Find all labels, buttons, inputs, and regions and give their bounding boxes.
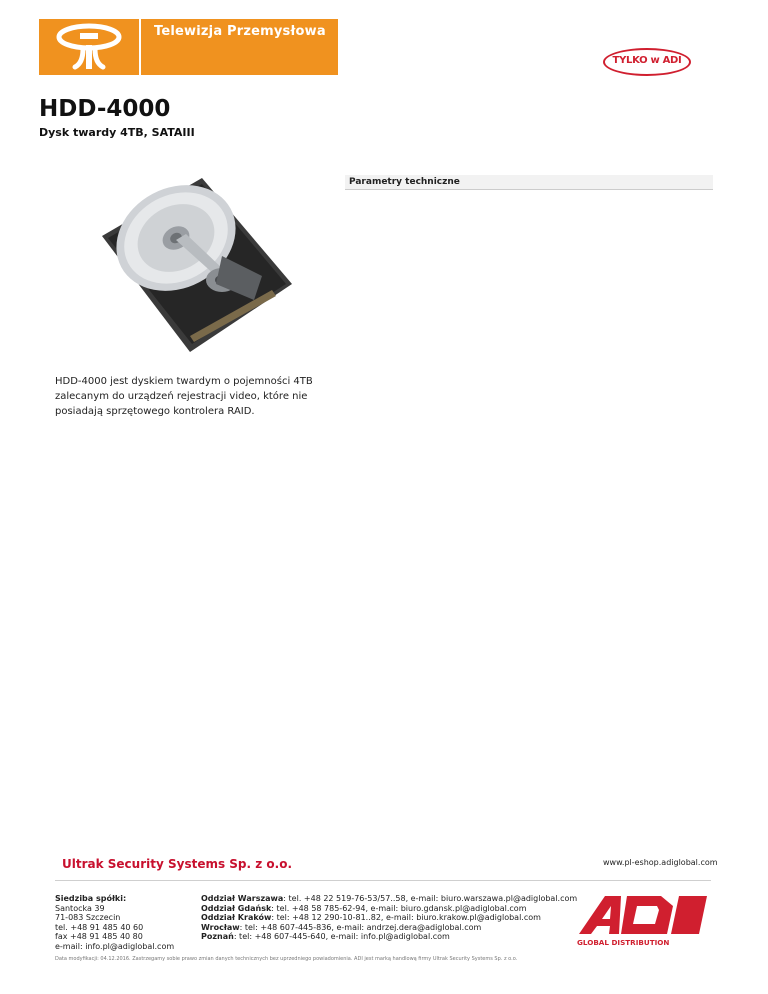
branch-line — [201, 932, 577, 942]
branch-name: Poznań — [201, 932, 234, 941]
branch-info: : tel. +48 58 785-62-94, e-mail: biuro.gdansk.pl@adiglobal.com — [271, 903, 527, 913]
product-subtitle: Dysk twardy 4TB, SATAIII — [39, 126, 195, 139]
headquarters-street: Santocka 39 — [55, 903, 105, 913]
branch-info: : tel: +48 607-445-836, e-mail: andrzej.dera@adiglobal.com — [239, 922, 482, 932]
headquarters-phone: tel. +48 91 485 40 60 — [55, 922, 144, 932]
adi-logo-subtext: GLOBAL DISTRIBUTION — [577, 938, 670, 947]
branch-info: : tel: +48 12 290-10-81..82, e-mail: biuro.krakow.pl@adiglobal.com — [271, 913, 541, 922]
specs-header-label: Parametry techniczne — [349, 177, 460, 187]
headquarters-city: 71-083 Szczecin — [55, 913, 121, 922]
disclaimer-text: Data modyfikacji: 04.12.2016. Zastrzegamy sobie prawo zmian danych technicznych bez uprzedniego powiadomienia. ADI jest marką handlową firmy Ultrak Security Systems Sp. z o.o. — [55, 956, 518, 962]
branches-block — [201, 894, 577, 942]
headquarters-fax: fax +48 91 485 40 80 — [55, 932, 143, 941]
person-pictogram-icon — [39, 19, 139, 75]
branch-line — [201, 913, 577, 923]
website-link[interactable]: www.pl-eshop.adiglobal.com — [603, 858, 718, 867]
headquarters-email[interactable]: e-mail: info.pl@adiglobal.com — [55, 941, 175, 951]
product-description: HDD-4000 jest dyskiem twardym o pojemności 4TB zalecanym do urządzeń rejestracji video, które nie posiadają sprzętowego kontrolera RAID. — [55, 376, 313, 417]
hard-disk-drive-icon — [94, 176, 294, 356]
branch-name: Oddział Kraków — [201, 913, 272, 922]
adi-logo-icon — [575, 890, 710, 948]
branch-line — [201, 904, 577, 914]
hard-disk-drive-photo — [94, 176, 294, 356]
branch-name: Oddział Gdańsk — [201, 903, 272, 913]
branch-info: : tel. +48 22 519-76-53/57..58, e-mail: biuro.warszawa.pl@adiglobal.com — [283, 894, 578, 903]
headquarters-block — [55, 894, 174, 951]
branch-line — [201, 923, 577, 933]
company-name: Ultrak Security Systems Sp. z o.o. — [62, 857, 293, 871]
headquarters-label: Siedziba spółki: — [55, 894, 127, 903]
branch-line — [201, 894, 577, 904]
exclusive-badge-text: TYLKO w ADI — [612, 55, 682, 66]
category-banner-text: Telewizja Przemysłowa — [154, 24, 326, 39]
adi-logo — [575, 890, 710, 948]
branch-info: : tel: +48 607-445-640, e-mail: info.pl@adiglobal.com — [233, 932, 450, 941]
product-title: HDD-4000 — [39, 96, 171, 122]
branch-name: Oddział Warszawa — [201, 894, 284, 903]
footer-divider — [55, 880, 711, 881]
brand-logo — [39, 19, 139, 75]
branch-name: Wrocław — [201, 922, 240, 932]
